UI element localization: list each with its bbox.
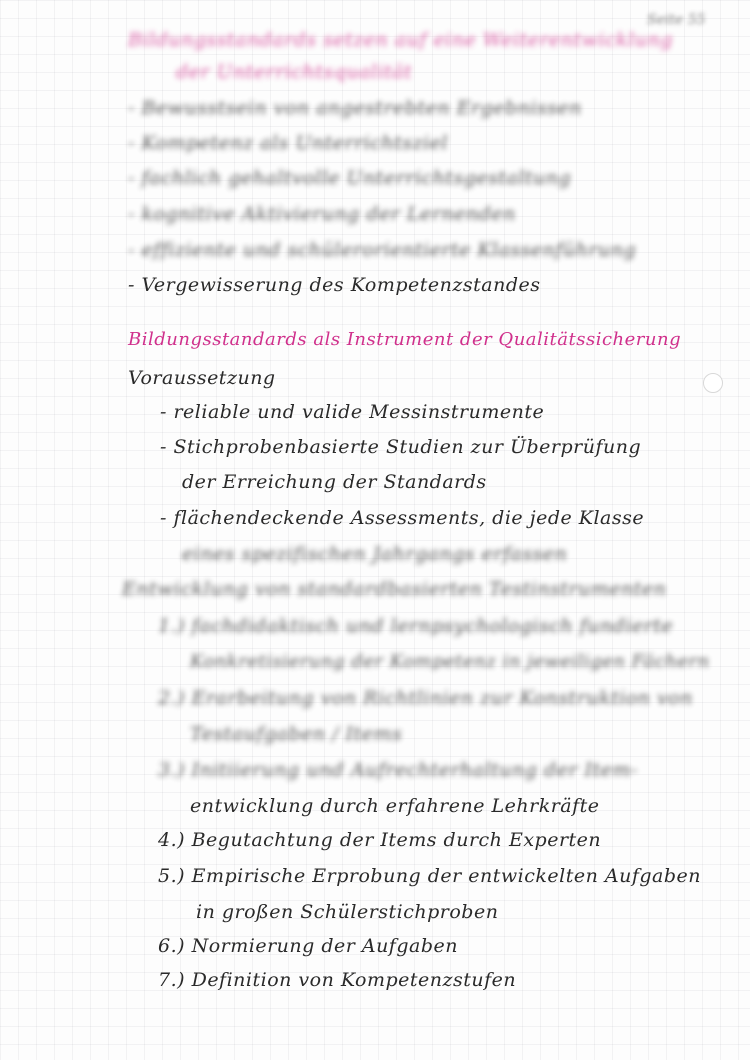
section3-line: 7.) Definition von Kompetenzstufen [158,969,517,991]
section3-line: Testaufgaben / Items [190,723,403,745]
section3-line: 4.) Begutachtung der Items durch Experten [158,829,602,851]
section3-line: Konkretisierung der Kompetenz in jeweiligen Fächern [190,651,710,672]
section3-line: 1.) fachdidaktisch und lernpsychologisch fundierte [158,615,674,637]
section2-title: Bildungsstandards als Instrument der Qualitätssicherung [128,329,682,350]
section1-item: - effiziente und schülerorientierte Klassenführung [128,239,637,261]
section3-line: entwicklung durch erfahrene Lehrkräfte [190,795,600,817]
section2-line: eines spezifischen Jahrgangs erfassen [182,543,568,565]
section3-line: 2.) Erarbeitung von Richtlinien zur Konstruktion von [158,687,693,709]
section3-line: 5.) Empirische Erprobung der entwickelten Aufgaben [158,865,701,887]
section2-line: - Stichprobenbasierte Studien zur Überprüfung [160,436,642,458]
section2-subtitle: Voraussetzung [128,367,276,389]
section3-line: 6.) Normierung der Aufgaben [158,935,458,957]
section1-item: - Vergewisserung des Kompetenzstandes [128,274,541,296]
section1-item: - Kompetenz als Unterrichtsziel [128,132,448,154]
section3-line: in großen Schülerstichproben [196,901,499,923]
section1-item: - fachlich gehaltvolle Unterrichtsgestaltung [128,167,572,189]
section1-item: - kognitive Aktivierung der Lernenden [128,203,516,225]
section2-line: der Erreichung der Standards [182,471,487,493]
section1-item: - Bewusstsein von angestrebten Ergebnissen [128,97,582,119]
section2-line: - flächendeckende Assessments, die jede Klasse [160,507,645,529]
section1-title-line1: Bildungsstandards setzen auf eine Weiterentwicklung [128,29,673,51]
page-number: Seite 55 [647,12,706,28]
section2-line: - reliable und valide Messinstrumente [160,401,545,423]
section3-title: Entwicklung von standardbasierten Testinstrumenten [122,578,667,600]
punch-hole [703,373,723,393]
section1-title-line2: der Unterrichtsqualität [176,61,413,83]
section3-line: 3.) Initiierung und Aufrechterhaltung der Item- [158,759,638,781]
